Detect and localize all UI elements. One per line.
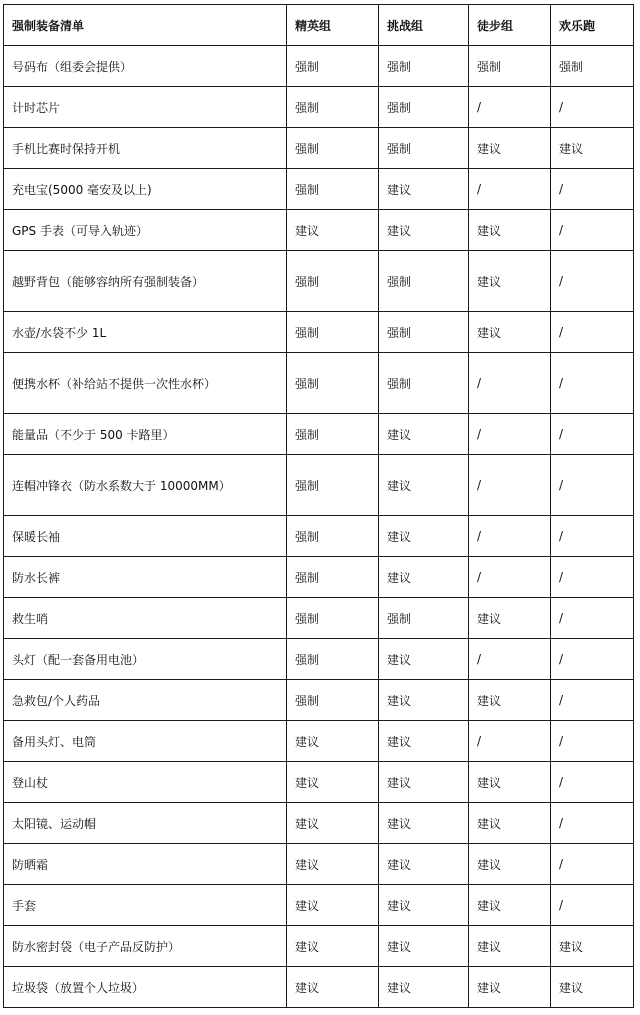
table-row bbox=[4, 169, 634, 210]
header-fun-run: 欢乐跑 bbox=[551, 5, 634, 46]
cell-fun: / bbox=[551, 169, 634, 210]
cell-elite: 强制 bbox=[287, 455, 379, 516]
header-challenge-group: 挑战组 bbox=[379, 5, 469, 46]
table-row bbox=[4, 455, 634, 516]
cell-item: 太阳镜、运动帽 bbox=[4, 803, 287, 844]
table-row bbox=[4, 762, 634, 803]
cell-hiking: 建议 bbox=[469, 926, 551, 967]
mandatory-gear-table bbox=[3, 4, 634, 1008]
cell-challenge: 强制 bbox=[379, 46, 469, 87]
cell-hiking: 建议 bbox=[469, 128, 551, 169]
cell-challenge: 建议 bbox=[379, 639, 469, 680]
header-gear-list: 强制装备清单 bbox=[4, 5, 287, 46]
cell-item: 垃圾袋（放置个人垃圾） bbox=[4, 967, 287, 1008]
cell-elite: 建议 bbox=[287, 210, 379, 251]
cell-elite: 强制 bbox=[287, 251, 379, 312]
table-row bbox=[4, 353, 634, 414]
table-row bbox=[4, 803, 634, 844]
table-row bbox=[4, 721, 634, 762]
cell-item: 防水长裤 bbox=[4, 557, 287, 598]
cell-hiking: 强制 bbox=[469, 46, 551, 87]
cell-challenge: 建议 bbox=[379, 414, 469, 455]
cell-item: 防晒霜 bbox=[4, 844, 287, 885]
cell-item: 充电宝(5000 毫安及以上) bbox=[4, 169, 287, 210]
cell-elite: 建议 bbox=[287, 721, 379, 762]
cell-item: 能量品（不少于 500 卡路里） bbox=[4, 414, 287, 455]
cell-item: 头灯（配一套备用电池） bbox=[4, 639, 287, 680]
cell-fun: / bbox=[551, 516, 634, 557]
cell-fun: / bbox=[551, 803, 634, 844]
table-row bbox=[4, 557, 634, 598]
table-row bbox=[4, 128, 634, 169]
table-row bbox=[4, 46, 634, 87]
cell-item: 连帽冲锋衣（防水系数大于 10000MM） bbox=[4, 455, 287, 516]
cell-hiking: 建议 bbox=[469, 680, 551, 721]
cell-challenge: 建议 bbox=[379, 169, 469, 210]
cell-hiking: / bbox=[469, 353, 551, 414]
cell-fun: 强制 bbox=[551, 46, 634, 87]
cell-challenge: 强制 bbox=[379, 353, 469, 414]
cell-hiking: 建议 bbox=[469, 803, 551, 844]
cell-elite: 强制 bbox=[287, 169, 379, 210]
cell-hiking: / bbox=[469, 721, 551, 762]
cell-elite: 强制 bbox=[287, 680, 379, 721]
table-row bbox=[4, 516, 634, 557]
cell-item: 急救包/个人药品 bbox=[4, 680, 287, 721]
cell-hiking: 建议 bbox=[469, 312, 551, 353]
cell-fun: / bbox=[551, 87, 634, 128]
cell-fun: / bbox=[551, 312, 634, 353]
table-row bbox=[4, 210, 634, 251]
cell-elite: 强制 bbox=[287, 46, 379, 87]
cell-challenge: 强制 bbox=[379, 312, 469, 353]
cell-item: 水壶/水袋不少 1L bbox=[4, 312, 287, 353]
cell-challenge: 建议 bbox=[379, 926, 469, 967]
cell-item: 便携水杯（补给站不提供一次性水杯） bbox=[4, 353, 287, 414]
cell-item: 越野背包（能够容纳所有强制装备） bbox=[4, 251, 287, 312]
cell-item: 手套 bbox=[4, 885, 287, 926]
cell-fun: / bbox=[551, 639, 634, 680]
cell-challenge: 建议 bbox=[379, 721, 469, 762]
cell-item: 保暖长袖 bbox=[4, 516, 287, 557]
cell-fun: 建议 bbox=[551, 926, 634, 967]
cell-fun: / bbox=[551, 557, 634, 598]
table-row bbox=[4, 926, 634, 967]
cell-challenge: 建议 bbox=[379, 210, 469, 251]
cell-challenge: 建议 bbox=[379, 680, 469, 721]
cell-challenge: 强制 bbox=[379, 128, 469, 169]
table-row bbox=[4, 87, 634, 128]
cell-item: GPS 手表（可导入轨迹） bbox=[4, 210, 287, 251]
cell-hiking: / bbox=[469, 414, 551, 455]
cell-challenge: 建议 bbox=[379, 967, 469, 1008]
cell-elite: 强制 bbox=[287, 557, 379, 598]
cell-challenge: 建议 bbox=[379, 844, 469, 885]
cell-elite: 建议 bbox=[287, 926, 379, 967]
header-elite-group: 精英组 bbox=[287, 5, 379, 46]
cell-elite: 建议 bbox=[287, 762, 379, 803]
table-row bbox=[4, 251, 634, 312]
cell-elite: 强制 bbox=[287, 353, 379, 414]
table-row bbox=[4, 414, 634, 455]
cell-hiking: / bbox=[469, 455, 551, 516]
cell-elite: 强制 bbox=[287, 516, 379, 557]
cell-fun: / bbox=[551, 721, 634, 762]
cell-elite: 强制 bbox=[287, 128, 379, 169]
table-row bbox=[4, 312, 634, 353]
cell-item: 号码布（组委会提供） bbox=[4, 46, 287, 87]
table-row bbox=[4, 598, 634, 639]
cell-challenge: 强制 bbox=[379, 87, 469, 128]
cell-fun: / bbox=[551, 210, 634, 251]
cell-item: 计时芯片 bbox=[4, 87, 287, 128]
cell-item: 手机比赛时保持开机 bbox=[4, 128, 287, 169]
cell-challenge: 强制 bbox=[379, 598, 469, 639]
cell-fun: 建议 bbox=[551, 128, 634, 169]
cell-elite: 强制 bbox=[287, 639, 379, 680]
cell-challenge: 建议 bbox=[379, 557, 469, 598]
cell-fun: / bbox=[551, 353, 634, 414]
cell-elite: 强制 bbox=[287, 87, 379, 128]
table-row bbox=[4, 639, 634, 680]
cell-hiking: 建议 bbox=[469, 210, 551, 251]
cell-hiking: 建议 bbox=[469, 844, 551, 885]
cell-hiking: / bbox=[469, 516, 551, 557]
cell-fun: / bbox=[551, 844, 634, 885]
cell-fun: / bbox=[551, 885, 634, 926]
cell-fun: / bbox=[551, 414, 634, 455]
table-row bbox=[4, 844, 634, 885]
cell-fun: / bbox=[551, 680, 634, 721]
cell-fun: / bbox=[551, 762, 634, 803]
header-hiking-group: 徒步组 bbox=[469, 5, 551, 46]
cell-fun: / bbox=[551, 455, 634, 516]
cell-challenge: 建议 bbox=[379, 516, 469, 557]
cell-item: 救生哨 bbox=[4, 598, 287, 639]
cell-challenge: 建议 bbox=[379, 455, 469, 516]
cell-fun: 建议 bbox=[551, 967, 634, 1008]
cell-challenge: 强制 bbox=[379, 251, 469, 312]
cell-item: 备用头灯、电筒 bbox=[4, 721, 287, 762]
cell-hiking: 建议 bbox=[469, 967, 551, 1008]
table-row bbox=[4, 885, 634, 926]
cell-hiking: 建议 bbox=[469, 762, 551, 803]
cell-hiking: / bbox=[469, 169, 551, 210]
cell-hiking: / bbox=[469, 639, 551, 680]
cell-fun: / bbox=[551, 251, 634, 312]
table-row bbox=[4, 680, 634, 721]
cell-elite: 强制 bbox=[287, 414, 379, 455]
cell-challenge: 建议 bbox=[379, 885, 469, 926]
cell-hiking: 建议 bbox=[469, 598, 551, 639]
cell-elite: 强制 bbox=[287, 312, 379, 353]
cell-elite: 建议 bbox=[287, 885, 379, 926]
cell-challenge: 建议 bbox=[379, 803, 469, 844]
cell-hiking: / bbox=[469, 557, 551, 598]
cell-item: 防水密封袋（电子产品反防护） bbox=[4, 926, 287, 967]
cell-elite: 建议 bbox=[287, 967, 379, 1008]
cell-elite: 强制 bbox=[287, 598, 379, 639]
cell-hiking: / bbox=[469, 87, 551, 128]
cell-elite: 建议 bbox=[287, 844, 379, 885]
cell-elite: 建议 bbox=[287, 803, 379, 844]
cell-item: 登山杖 bbox=[4, 762, 287, 803]
table-header-row bbox=[4, 5, 634, 46]
cell-hiking: 建议 bbox=[469, 885, 551, 926]
table-row bbox=[4, 967, 634, 1008]
cell-hiking: 建议 bbox=[469, 251, 551, 312]
cell-fun: / bbox=[551, 598, 634, 639]
cell-challenge: 建议 bbox=[379, 762, 469, 803]
